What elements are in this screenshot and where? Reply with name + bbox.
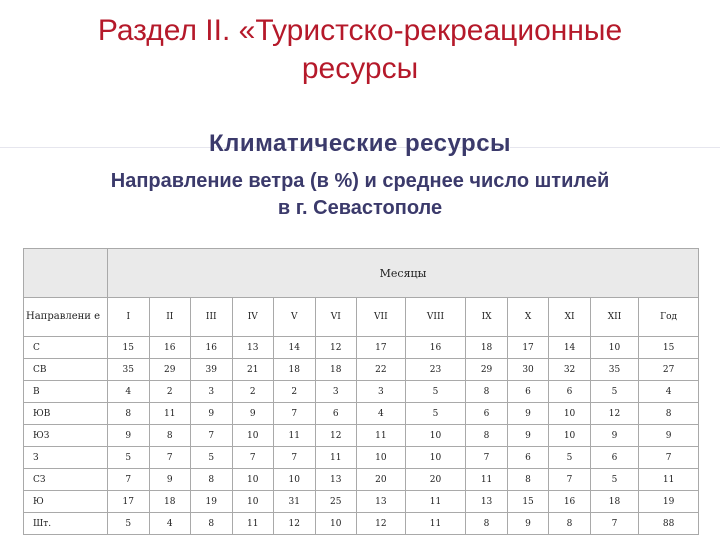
table-cell: 7 bbox=[274, 403, 316, 425]
table-row bbox=[24, 491, 699, 513]
table-cell: 29 bbox=[149, 359, 191, 381]
table-cell: 9 bbox=[232, 403, 274, 425]
table-cell: 10 bbox=[549, 425, 591, 447]
page-title bbox=[0, 12, 720, 88]
table-caption bbox=[0, 168, 720, 222]
table-cell: 15 bbox=[108, 337, 150, 359]
table-cell: 8 bbox=[639, 403, 699, 425]
table-cell: 27 bbox=[639, 359, 699, 381]
table-cell: 7 bbox=[466, 447, 508, 469]
table-cell: 9 bbox=[191, 403, 233, 425]
direction-label-cell: З bbox=[24, 447, 108, 469]
table-cell: 19 bbox=[639, 491, 699, 513]
table-cell: 5 bbox=[405, 381, 466, 403]
months-group-header: Месяцы bbox=[108, 249, 699, 298]
table-cell: 6 bbox=[507, 381, 549, 403]
table-cell: 5 bbox=[549, 447, 591, 469]
table-cell: 2 bbox=[232, 381, 274, 403]
direction-label-cell: С bbox=[24, 337, 108, 359]
table-cell: 5 bbox=[108, 513, 150, 535]
table-cell: 3 bbox=[315, 381, 357, 403]
table-cell: 18 bbox=[274, 359, 316, 381]
table-row bbox=[24, 425, 699, 447]
title-line-2: ресурсы bbox=[301, 52, 419, 85]
table-cell: 8 bbox=[108, 403, 150, 425]
table-cell: 8 bbox=[507, 469, 549, 491]
table-cell: 6 bbox=[315, 403, 357, 425]
month-column-header: III bbox=[191, 298, 233, 337]
table-cell: 14 bbox=[274, 337, 316, 359]
table-cell: 23 bbox=[405, 359, 466, 381]
table-cell: 5 bbox=[590, 469, 638, 491]
table-cell: 11 bbox=[232, 513, 274, 535]
table-cell: 2 bbox=[274, 381, 316, 403]
table-cell: 10 bbox=[232, 469, 274, 491]
table-cell: 10 bbox=[232, 491, 274, 513]
table-corner-cell bbox=[24, 249, 108, 298]
table-cell: 17 bbox=[507, 337, 549, 359]
table-row bbox=[24, 359, 699, 381]
table-cell: 10 bbox=[405, 447, 466, 469]
month-column-header: XI bbox=[549, 298, 591, 337]
table-cell: 32 bbox=[549, 359, 591, 381]
caption-line-1: Направление ветра (в %) и среднее число штилей bbox=[110, 170, 610, 192]
table-cell: 13 bbox=[466, 491, 508, 513]
table-row bbox=[24, 337, 699, 359]
table-body bbox=[24, 337, 699, 535]
month-column-header: V bbox=[274, 298, 316, 337]
table-cell: 13 bbox=[232, 337, 274, 359]
month-column-header: XII bbox=[590, 298, 638, 337]
table-cell: 12 bbox=[357, 513, 406, 535]
table-cell: 12 bbox=[590, 403, 638, 425]
table-cell: 20 bbox=[405, 469, 466, 491]
table-cell: 11 bbox=[274, 425, 316, 447]
table-cell: 11 bbox=[405, 513, 466, 535]
table-cell: 8 bbox=[549, 513, 591, 535]
month-column-header: VII bbox=[357, 298, 406, 337]
table-cell: 11 bbox=[466, 469, 508, 491]
table-cell: 5 bbox=[108, 447, 150, 469]
table-cell: 16 bbox=[405, 337, 466, 359]
direction-column-header: Направлени е bbox=[24, 298, 108, 337]
table-cell: 16 bbox=[549, 491, 591, 513]
table-cell: 10 bbox=[274, 469, 316, 491]
table-cell: 8 bbox=[191, 513, 233, 535]
table-row bbox=[24, 513, 699, 535]
table-row bbox=[24, 403, 699, 425]
table-cell: 11 bbox=[149, 403, 191, 425]
table-cell: 88 bbox=[639, 513, 699, 535]
table-cell: 7 bbox=[549, 469, 591, 491]
table-cell: 10 bbox=[405, 425, 466, 447]
table-cell: 7 bbox=[149, 447, 191, 469]
table-cell: 9 bbox=[507, 425, 549, 447]
table-row bbox=[24, 381, 699, 403]
table-cell: 12 bbox=[274, 513, 316, 535]
wind-direction-table bbox=[23, 248, 699, 535]
table-cell: 18 bbox=[149, 491, 191, 513]
table-cell: 8 bbox=[149, 425, 191, 447]
table-cell: 7 bbox=[191, 425, 233, 447]
direction-label-cell: Шт. bbox=[24, 513, 108, 535]
title-line-1: Раздел II. «Туристско-рекреационные bbox=[97, 14, 623, 47]
table-cell: 8 bbox=[466, 513, 508, 535]
table-cell: 30 bbox=[507, 359, 549, 381]
table-cell: 9 bbox=[590, 425, 638, 447]
table-row bbox=[24, 447, 699, 469]
direction-label-cell: СВ bbox=[24, 359, 108, 381]
direction-label-cell: СЗ bbox=[24, 469, 108, 491]
table-cell: 7 bbox=[274, 447, 316, 469]
table-cell: 16 bbox=[149, 337, 191, 359]
table-cell: 22 bbox=[357, 359, 406, 381]
table-cell: 4 bbox=[108, 381, 150, 403]
month-column-header: VI bbox=[315, 298, 357, 337]
table-cell: 18 bbox=[466, 337, 508, 359]
table-row bbox=[24, 469, 699, 491]
table-cell: 15 bbox=[639, 337, 699, 359]
table-cell: 20 bbox=[357, 469, 406, 491]
table-cell: 17 bbox=[357, 337, 406, 359]
month-column-header: II bbox=[149, 298, 191, 337]
table-cell: 2 bbox=[149, 381, 191, 403]
table-cell: 6 bbox=[466, 403, 508, 425]
table-cell: 31 bbox=[274, 491, 316, 513]
table-cell: 4 bbox=[357, 403, 406, 425]
table-cell: 16 bbox=[191, 337, 233, 359]
table-cell: 15 bbox=[507, 491, 549, 513]
table-cell: 18 bbox=[315, 359, 357, 381]
table-cell: 11 bbox=[639, 469, 699, 491]
table-cell: 7 bbox=[590, 513, 638, 535]
table-cell: 4 bbox=[639, 381, 699, 403]
table-cell: 11 bbox=[315, 447, 357, 469]
table-cell: 8 bbox=[466, 381, 508, 403]
table-cell: 3 bbox=[357, 381, 406, 403]
month-column-header: IV bbox=[232, 298, 274, 337]
table-cell: 9 bbox=[639, 425, 699, 447]
table-cell: 10 bbox=[232, 425, 274, 447]
table-cell: 18 bbox=[590, 491, 638, 513]
table-cell: 6 bbox=[507, 447, 549, 469]
table-cell: 25 bbox=[315, 491, 357, 513]
table-cell: 5 bbox=[590, 381, 638, 403]
table-cell: 35 bbox=[108, 359, 150, 381]
direction-label-cell: ЮВ bbox=[24, 403, 108, 425]
table-cell: 6 bbox=[590, 447, 638, 469]
table-cell: 11 bbox=[405, 491, 466, 513]
month-column-header: I bbox=[108, 298, 150, 337]
month-column-header: Год bbox=[639, 298, 699, 337]
table-cell: 5 bbox=[405, 403, 466, 425]
table-cell: 7 bbox=[639, 447, 699, 469]
table-cell: 10 bbox=[590, 337, 638, 359]
table-cell: 9 bbox=[149, 469, 191, 491]
table-cell: 10 bbox=[357, 447, 406, 469]
table-cell: 7 bbox=[232, 447, 274, 469]
month-column-header: IX bbox=[466, 298, 508, 337]
table-cell: 19 bbox=[191, 491, 233, 513]
table-cell: 3 bbox=[191, 381, 233, 403]
table-cell: 35 bbox=[590, 359, 638, 381]
section-subheading: Климатические ресурсы bbox=[208, 130, 512, 157]
table-cell: 9 bbox=[507, 403, 549, 425]
table-cell: 8 bbox=[191, 469, 233, 491]
table-cell: 10 bbox=[315, 513, 357, 535]
month-column-header: VIII bbox=[405, 298, 466, 337]
table-cell: 9 bbox=[507, 513, 549, 535]
table-cell: 8 bbox=[466, 425, 508, 447]
table-cell: 17 bbox=[108, 491, 150, 513]
table-cell: 13 bbox=[315, 469, 357, 491]
table-cell: 21 bbox=[232, 359, 274, 381]
table-cell: 12 bbox=[315, 425, 357, 447]
direction-label-cell: В bbox=[24, 381, 108, 403]
direction-label-cell: ЮЗ bbox=[24, 425, 108, 447]
table-cell: 14 bbox=[549, 337, 591, 359]
table-cell: 9 bbox=[108, 425, 150, 447]
table-cell: 7 bbox=[108, 469, 150, 491]
table-cell: 5 bbox=[191, 447, 233, 469]
table-cell: 4 bbox=[149, 513, 191, 535]
direction-label-cell: Ю bbox=[24, 491, 108, 513]
month-column-header: X bbox=[507, 298, 549, 337]
table-cell: 10 bbox=[549, 403, 591, 425]
column-header-row bbox=[24, 298, 699, 337]
table-cell: 6 bbox=[549, 381, 591, 403]
table-cell: 29 bbox=[466, 359, 508, 381]
table-cell: 11 bbox=[357, 425, 406, 447]
table-cell: 13 bbox=[357, 491, 406, 513]
table-cell: 39 bbox=[191, 359, 233, 381]
table-cell: 12 bbox=[315, 337, 357, 359]
caption-line-2: в г. Севастополе bbox=[277, 197, 443, 219]
